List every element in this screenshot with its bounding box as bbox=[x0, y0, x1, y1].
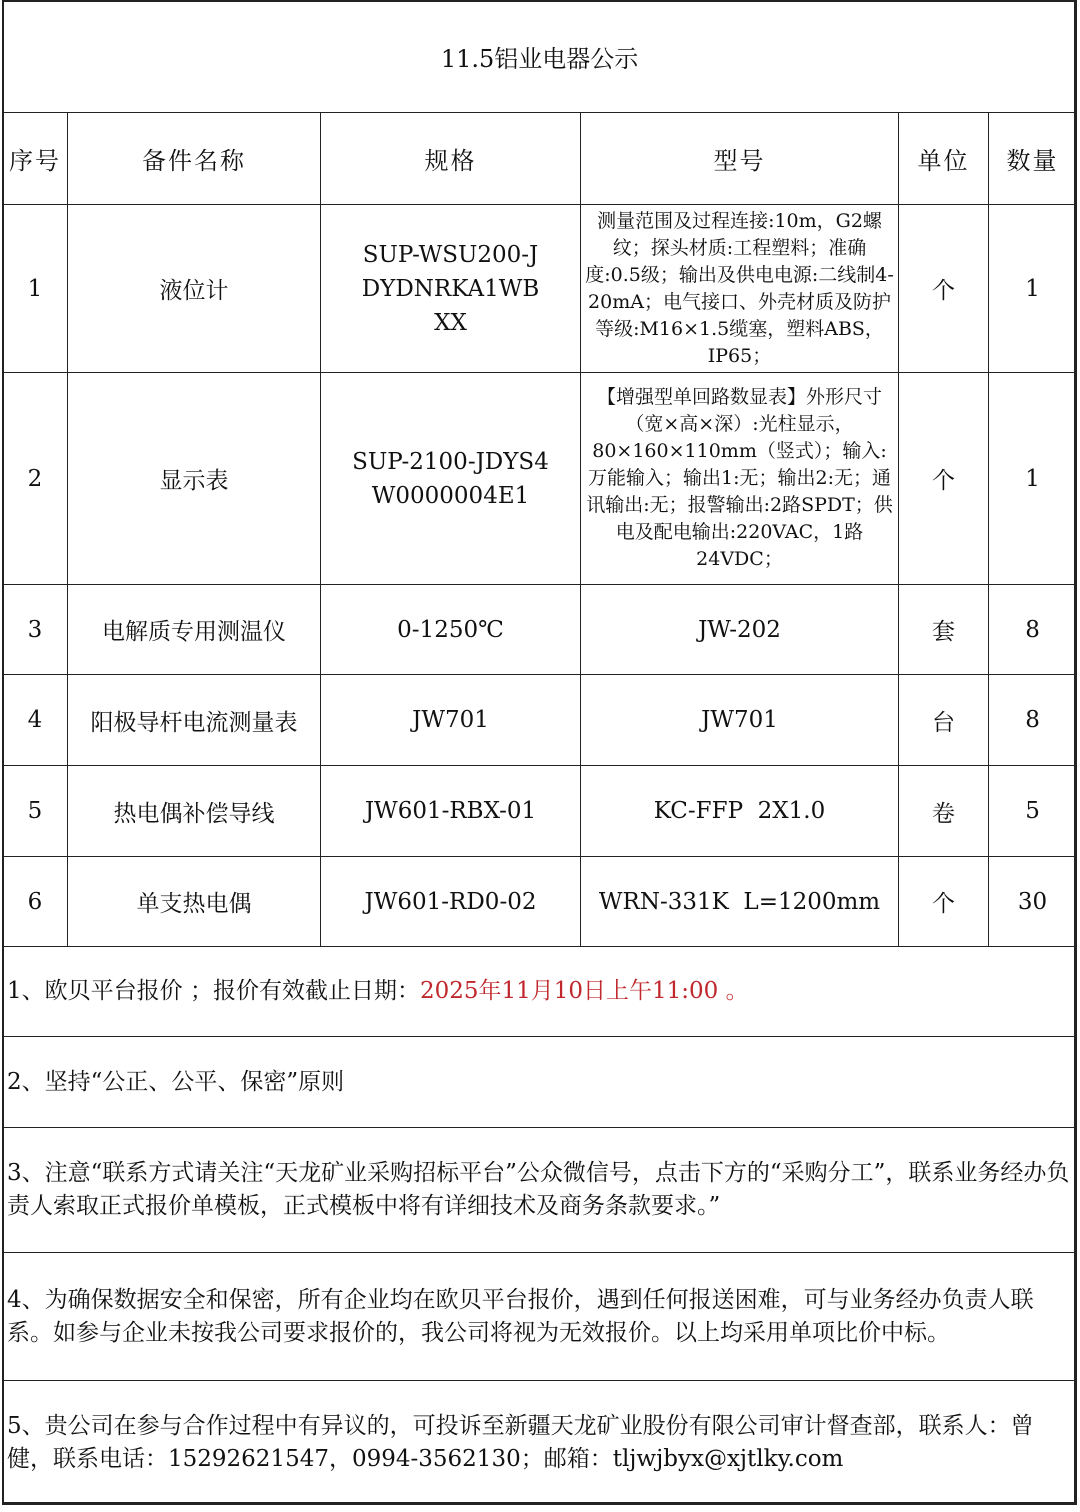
cell-qty: 1 bbox=[989, 373, 1077, 585]
cell-model: KC-FFP 2X1.0 bbox=[581, 766, 899, 857]
cell-spec: 0-1250℃ bbox=[321, 585, 581, 675]
header-name: 备件名称 bbox=[68, 113, 321, 205]
table-row bbox=[3, 585, 1077, 675]
cell-name: 显示表 bbox=[68, 373, 321, 585]
cell-unit: 个 bbox=[899, 205, 989, 373]
note-1-text: 1、欧贝平台报价 ；报价有效截止日期： bbox=[7, 978, 420, 1004]
header-no: 序号 bbox=[3, 113, 68, 205]
cell-unit: 卷 bbox=[899, 766, 989, 857]
cell-name: 电解质专用测温仪 bbox=[68, 585, 321, 675]
cell-spec: JW601-RD0-02 bbox=[321, 857, 581, 947]
cell-no: 5 bbox=[3, 766, 68, 857]
cell-unit: 台 bbox=[899, 675, 989, 766]
cell-no: 4 bbox=[3, 675, 68, 766]
cell-model: JW-202 bbox=[581, 585, 899, 675]
page-title: 11.5铝业电器公示 bbox=[3, 1, 1077, 113]
header-model: 型号 bbox=[581, 113, 899, 205]
cell-model: JW701 bbox=[581, 675, 899, 766]
cell-qty: 1 bbox=[989, 205, 1077, 373]
cell-spec: SUP-2100-JDYS4W0000004E1 bbox=[321, 373, 581, 585]
note-5: 5、贵公司在参与合作过程中有异议的，可投诉至新疆天龙矿业股份有限公司审计督查部，联系人：曾健，联系电话：15292621547，0994-3562130；邮箱：tljwjbyx@xjtlky.com bbox=[3, 1381, 1077, 1505]
cell-spec: JW601-RBX-01 bbox=[321, 766, 581, 857]
cell-spec: SUP-WSU200-JDYDNRKA1WBXX bbox=[321, 205, 581, 373]
deadline-text: 2025年11月10日上午11:00 。 bbox=[419, 978, 749, 1004]
cell-spec: JW701 bbox=[321, 675, 581, 766]
note-1 bbox=[3, 947, 1077, 1037]
table-row bbox=[3, 675, 1077, 766]
note-3: 3、注意“联系方式请关注“天龙矿业采购招标平台”公众微信号，点击下方的“采购分工”，联系业务经办负责人索取正式报价单模板，正式模板中将有详细技术及商务条款要求。” bbox=[3, 1128, 1077, 1253]
header-unit: 单位 bbox=[899, 113, 989, 205]
cell-name: 热电偶补偿导线 bbox=[68, 766, 321, 857]
table-row bbox=[3, 205, 1077, 373]
cell-no: 3 bbox=[3, 585, 68, 675]
cell-name: 阳极导杆电流测量表 bbox=[68, 675, 321, 766]
table-row bbox=[3, 766, 1077, 857]
note-4: 4、为确保数据安全和保密，所有企业均在欧贝平台报价，遇到任何报送困难，可与业务经办负责人联系。如参与企业未按我公司要求报价的，我公司将视为无效报价。以上均采用单项比价中标。 bbox=[3, 1253, 1077, 1381]
cell-unit: 套 bbox=[899, 585, 989, 675]
cell-model: 测量范围及过程连接:10m，G2螺纹；探头材质:工程塑料；准确度:0.5级；输出及供电电源:二线制4-20mA；电气接口、外壳材质及防护等级:M16×1.5缆塞，塑料ABS，IP65； bbox=[581, 205, 899, 373]
cell-qty: 8 bbox=[989, 675, 1077, 766]
cell-unit: 个 bbox=[899, 857, 989, 947]
cell-model: 【增强型单回路数显表】外形尺寸（宽×高×深）:光柱显示，80×160×110mm（竖式）；输入:万能输入；输出1:无；输出2:无；通讯输出:无；报警输出:2路SPDT；供电及配电输出:220VAC，1路24VDC； bbox=[581, 373, 899, 585]
cell-qty: 30 bbox=[989, 857, 1077, 947]
cell-unit: 个 bbox=[899, 373, 989, 585]
header-qty: 数量 bbox=[989, 113, 1077, 205]
cell-qty: 5 bbox=[989, 766, 1077, 857]
cell-no: 2 bbox=[3, 373, 68, 585]
header-spec: 规格 bbox=[321, 113, 581, 205]
cell-no: 1 bbox=[3, 205, 68, 373]
notice-table bbox=[2, 0, 1077, 1505]
cell-name: 单支热电偶 bbox=[68, 857, 321, 947]
table-row bbox=[3, 857, 1077, 947]
cell-no: 6 bbox=[3, 857, 68, 947]
cell-name: 液位计 bbox=[68, 205, 321, 373]
table-row bbox=[3, 373, 1077, 585]
cell-model: WRN-331K L=1200mm bbox=[581, 857, 899, 947]
cell-qty: 8 bbox=[989, 585, 1077, 675]
note-2: 2、坚持“公正、公平、保密”原则 bbox=[3, 1037, 1077, 1128]
